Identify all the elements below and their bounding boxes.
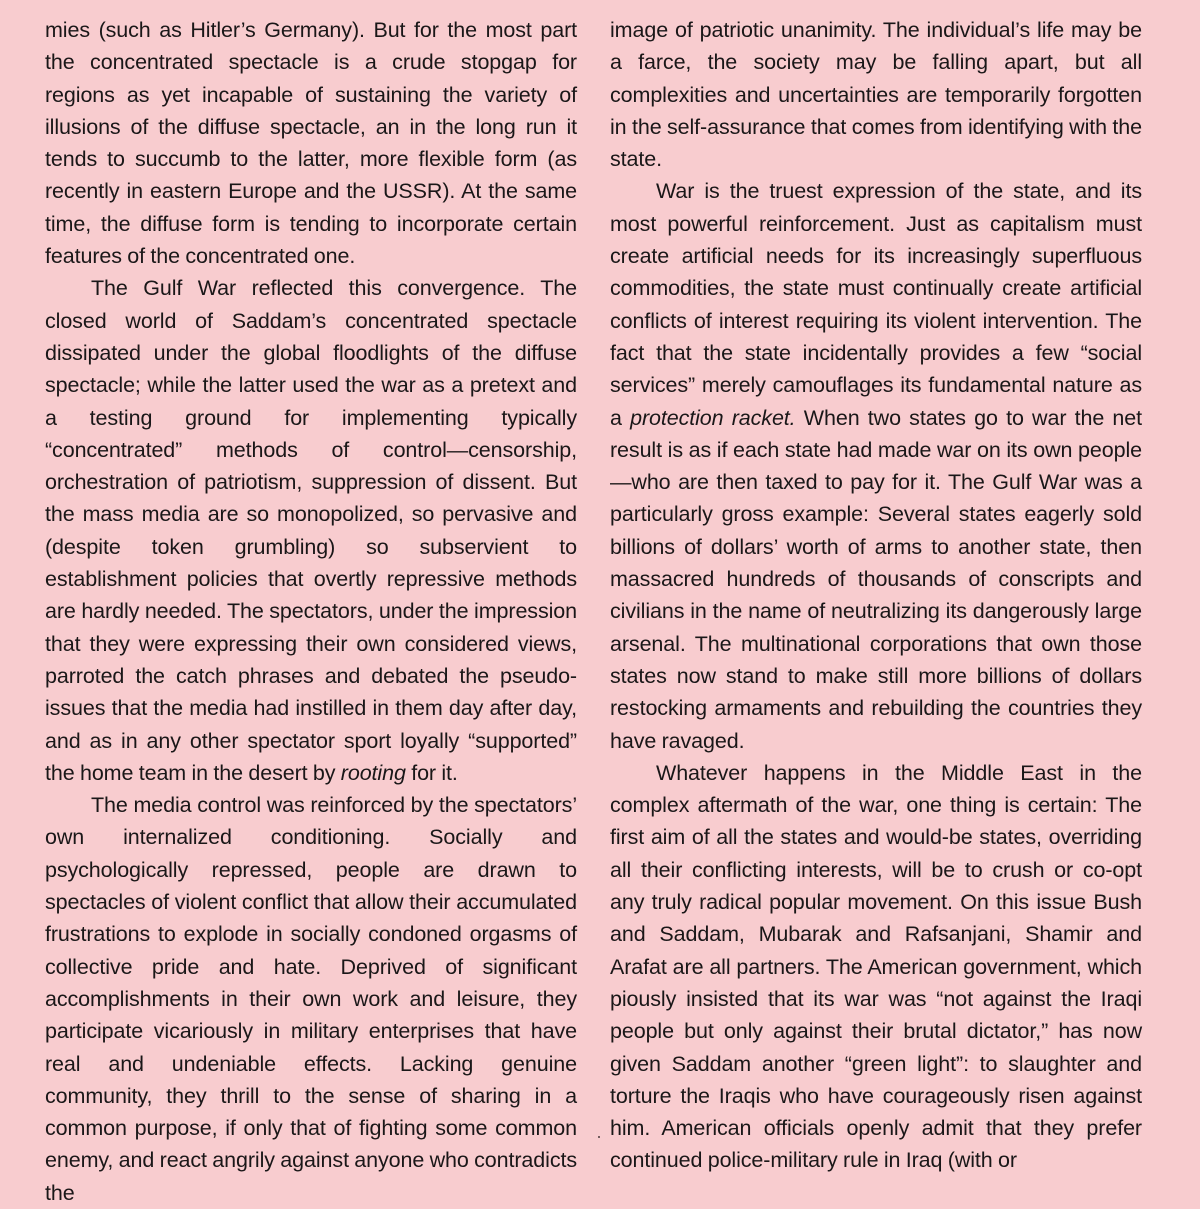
- left-paragraph-3: The media control was reinforced by the spectators’ own internalized conditioning. Socially and psychologically repressed, people are drawn to spectacles of violent conflict that allow their accumulated frustrations to explode in socially condoned orgasms of collective pride and hate. Deprived of significant accomplishments in their own work and leisure, they participate vicariously in military enterprises that have real and undeniable effects. Lacking genuine community, they thrill to the sense of sharing in a common purpose, if only that of fighting some common enemy, and react angrily against anyone who contradicts the: [45, 793, 577, 1205]
- left-paragraph-2-text-a: The Gulf War reflected this convergence. The closed world of Saddam’s concentrated spectacle dissipated under the global floodlights of the diffuse spectacle; while the latter used the war as a pretext and a testing ground for implementing typically “concentrated” methods of control—censorship, orchestration of patriotism, suppression of dissent. But the mass media are so monopolized, so pervasive and (despite token grumbling) so subservient to establishment policies that overtly repressive methods are hardly needed. The spectators, under the impression that they were expressing their own considered views, parroted the catch phrases and debated the pseudo-issues that the media had instilled in them day after day, and as in any other spectator sport loyally “supported” the home team in the desert by: [45, 276, 577, 785]
- paper-speck: [598, 1136, 600, 1138]
- emphasis-protection-racket: protection racket.: [630, 405, 796, 430]
- right-text-column: [610, 14, 1142, 1177]
- left-paragraph-2-text-b: for it.: [411, 760, 458, 785]
- right-paragraph-1: image of patriotic unanimity. The individual’s life may be a farce, the society may be falling apart, but all complexities and uncertainties are temporarily forgotten in the self-assurance that comes from identifying with the state.: [610, 18, 1142, 172]
- left-paragraph-1: mies (such as Hitler’s Germany). But for the most part the concentrated spectacle is a crude stopgap for regions as yet incapable of sustaining the variety of illusions of the diffuse spectacle, an in the long run it tends to succumb to the latter, more flexible form (as recently in eastern Europe and the USSR). At the same time, the diffuse form is tending to incorporate certain features of the concentrated one.: [45, 18, 577, 269]
- right-paragraph-3: Whatever happens in the Middle East in the complex aftermath of the war, one thing is certain: The first aim of all the states and would-be states, overriding all their conflicting interests, will be to crush or co-opt any truly radical popular movement. On this issue Bush and Saddam, Mubarak and Rafsanjani, Shamir and Arafat are all partners. The American government, which piously insisted that its war was “not against the Iraqi people but only against their brutal dictator,” has now given Saddam another “green light”: to slaughter and torture the Iraqis who have courageously risen against him. American officials openly admit that they prefer continued police-military rule in Iraq (with or: [610, 760, 1142, 1173]
- emphasis-rooting: rooting: [340, 760, 406, 785]
- right-paragraph-2-text-b: When two states go to war the net result is as if each state had made war on its own people—who are then taxed to pay for it. The Gulf War was a particularly gross example: Several states eagerly sold billions of dollars’ worth of arms to another state, then massacred hundreds of thousands of conscripts and civilians in the name of neutralizing its dangerously large arsenal. The multinational corporations that own those states now stand to make still more billions of dollars restocking armaments and rebuilding the countries they have ravaged.: [610, 405, 1143, 753]
- right-paragraph-2: [610, 175, 1142, 756]
- left-paragraph-2: [45, 272, 577, 789]
- right-paragraph-2-text-a: War is the truest expression of the state, and its most powerful reinforcement. Just as capitalism must create artificial needs for its increasingly superfluous commodities, the state must continually create artificial conflicts of interest requiring its violent intervention. The fact that the state incidentally provides a few “social services” merely camouflages its fundamental nature as a: [610, 179, 1142, 430]
- left-text-column: [45, 14, 577, 1209]
